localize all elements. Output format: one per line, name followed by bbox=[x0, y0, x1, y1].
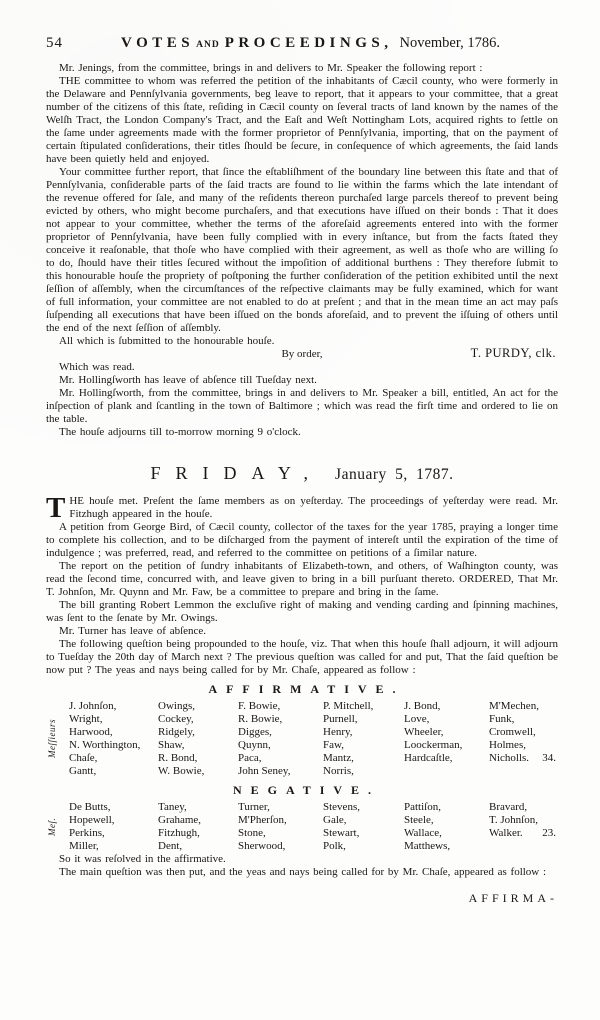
vote-name-cell: J. Bond, bbox=[404, 700, 441, 712]
report-intro-paragraph: Mr. Jenings, from the committee, brings in and delivers to Mr. Speaker the following report : bbox=[59, 62, 483, 74]
by-order-row bbox=[46, 348, 558, 361]
by-order-label: By order, bbox=[281, 348, 323, 360]
vote-name-cell: Faw, bbox=[323, 739, 344, 751]
vote-name-cell: De Butts, bbox=[69, 801, 111, 813]
session-day-heading bbox=[46, 463, 558, 484]
title-votes: VOTES bbox=[121, 35, 195, 51]
vote-name-cell: Cockey, bbox=[158, 713, 194, 725]
vote-name-cell: Gantt, bbox=[69, 765, 97, 777]
vote-name-cell: Perkins, bbox=[69, 827, 105, 839]
vote-name-cell: P. Mitchell, bbox=[323, 700, 374, 712]
affirmative-column-1 bbox=[69, 700, 140, 778]
vote-name-cell: Steele, bbox=[404, 814, 434, 826]
vote-name-cell: Purnell, bbox=[323, 713, 358, 725]
day-date: January 5, 1787. bbox=[335, 466, 454, 483]
house-met-paragraph bbox=[46, 492, 558, 524]
affirmative-column-2 bbox=[158, 700, 204, 778]
day-name: FRIDAY, bbox=[150, 463, 324, 483]
affirmative-count: 34. bbox=[542, 752, 556, 764]
vote-name-cell: Cromwell, bbox=[489, 726, 536, 738]
vote-name-cell: Hopewell, bbox=[69, 814, 115, 826]
clerk-signature: T. PURDY, clk. bbox=[470, 346, 556, 360]
vote-name-cell: Bravard, bbox=[489, 801, 528, 813]
negative-vote-table bbox=[46, 801, 558, 853]
negative-count: 23. bbox=[542, 827, 556, 839]
vote-name-cell: Shaw, bbox=[158, 739, 185, 751]
vote-name-cell: Stevens, bbox=[323, 801, 360, 813]
negative-column-5 bbox=[404, 801, 450, 853]
friday-session bbox=[46, 463, 558, 906]
vote-name-cell: Quynn, bbox=[238, 739, 271, 751]
vote-name-cell: Stewart, bbox=[323, 827, 360, 839]
vote-name-cell: Stone, bbox=[238, 827, 266, 839]
vote-name-cell: W. Bowie, bbox=[158, 765, 205, 777]
hollingsworth-bill-paragraph: Mr. Hollingſworth, from the committee, brings in and delivers to Mr. Speaker a bill, entitled, An act for the inſpection of plank and ſcantling in the town of Baltimore ; which was read the firſt time and ordered to lie on the table. bbox=[46, 387, 558, 425]
page-number: 54 bbox=[46, 35, 63, 51]
negative-column-6 bbox=[489, 801, 538, 840]
vote-name-cell: T. Johnſon, bbox=[489, 814, 538, 826]
vote-name-cell: Gale, bbox=[323, 814, 347, 826]
vote-name-cell: Digges, bbox=[238, 726, 272, 738]
report-submitted-line: All which is ſubmitted to the honourable houſe. bbox=[59, 335, 275, 347]
turner-leave-line: Mr. Turner has leave of abſence. bbox=[59, 625, 207, 637]
vote-name-cell: Nicholls. bbox=[489, 752, 530, 764]
vote-name-cell: M'Mechen, bbox=[489, 700, 539, 712]
title-proceedings: PROCEEDINGS, bbox=[224, 35, 393, 51]
george-bird-petition-paragraph: A petition from George Bird, of Cæcil county, collector of the taxes for the year 1785, praying a longer time to complete his collection, and to be diſcharged from the payment of intereſt until the expiration of the time of indulgence ; was preferred, read, and referred to the committee on petitions of a ſimilar nature. bbox=[46, 521, 558, 559]
vote-name-cell: Harwood, bbox=[69, 726, 113, 738]
vote-name-cell: Loockerman, bbox=[404, 739, 463, 751]
vote-name-cell: Matthews, bbox=[404, 840, 451, 852]
report-paragraph-1: THE committee to whom was referred the petition of the inhabitants of Cæcil county, who were formerly in the Delaware and Pennſylvania governments, beg leave to report, that it appears to your committee, that a great number of the citizens of this ſtate, reſiding in Cæcil county on ſeveral tracts of land known by the names of the Welſh Tract, the London Company's Tract, and the Eaſt and Weſt Nottingham Lots, acquired rights to ſettle on the ſame under agreements made with the former proprietor of Pennſylvania, importing, that on the payment of certain ſtipulated conſiderations, their titles ſhould be ſecure, in conſequence of which agreements, the ſaid lands have been quietly held and enjoyed. bbox=[46, 75, 558, 165]
vote-name-cell: Paca, bbox=[238, 752, 262, 764]
vote-name-cell: Walker. bbox=[489, 827, 523, 839]
vote-name-cell: M'Pherſon, bbox=[238, 814, 287, 826]
vote-name-cell: Ridgely, bbox=[158, 726, 195, 738]
negative-column-3 bbox=[238, 801, 287, 853]
affirmative-vote-table bbox=[46, 700, 558, 778]
vote-name-cell: F. Bowie, bbox=[238, 700, 281, 712]
affirmative-heading: AFFIRMATIVE. bbox=[208, 682, 405, 696]
vote-name-cell: Turner, bbox=[238, 801, 270, 813]
title-date: November, 1786. bbox=[399, 35, 500, 51]
drop-cap: T bbox=[46, 492, 66, 524]
vote-name-cell: Wheeler, bbox=[404, 726, 444, 738]
hollingsworth-leave-line: Mr. Hollingſworth has leave of abſence till Tueſday next. bbox=[59, 374, 317, 386]
affirmative-column-5 bbox=[404, 700, 462, 765]
vote-name-cell: Owings, bbox=[158, 700, 195, 712]
page-title bbox=[63, 34, 558, 52]
vote-name-cell: Miller, bbox=[69, 840, 99, 852]
vote-name-cell: Henry, bbox=[323, 726, 353, 738]
report-paragraph-2: Your committee further report, that ſince the eſtabliſhment of the boundary line between this ſtate and that of Pennſylvania, conſiderable parts of the ſaid tracts are found to lie within the farms which the late intendant of the revenue offered for ſale, and many of the reſidents thereon purchaſed large parcels thereof to prevent being evicted by others, who might become purchaſers, and that executions have iſſued on their bonds : That it does not appear to your committee, whether the terms of the aforeſaid agreements entered into with the former proprietor of Pennſylvania, have been fully complied with in every inſtance, but from the facts ſtated they conceive it reaſonable, that thoſe who have complied with their agreement, as well as thoſe who are willing ſo to do, ſhould have their titles ſecured without the impoſition of additional burthens : They therefore ſubmit to this honourable houſe the propriety of poſtponing the further conſideration of the petition exhibited until the next ſeſſion of aſſembly, when the circumſtances of the reſpective claimants may be fully examined, which for want of full information, your committee are not enabled to do at preſent ; and that in the mean time an act may paſs ſuſpending all executions that have been iſſued on the bonds aforeſaid, and to prevent the iſſuing of others until the end of the next ſeſſion of aſſembly. bbox=[46, 166, 558, 334]
vote-name-cell: Taney, bbox=[158, 801, 187, 813]
affirmative-column-3 bbox=[238, 700, 290, 778]
vote-name-cell: R. Bowie, bbox=[238, 713, 283, 725]
vote-name-cell: Dent, bbox=[158, 840, 183, 852]
vote-name-cell: Wright, bbox=[69, 713, 103, 725]
adjournment-question-paragraph: The following queſtion being propounded to the houſe, viz. That when this houſe ſhall adjourn, it will adjourn to Tueſday the 20th day of March next ? The previous queſtion was called for and put, That the ſaid queſtion be now put ? The yeas and nays being called for by Mr. Chaſe, appeared as follow : bbox=[46, 638, 558, 676]
adjourn-line: The houſe adjourns till to-morrow morning 9 o'clock. bbox=[59, 426, 301, 438]
resolution-line: So it was reſolved in the affirmative. bbox=[59, 853, 226, 865]
vote-name-cell: Funk, bbox=[489, 713, 515, 725]
messieurs-label: Meſſieurs bbox=[47, 719, 57, 759]
affirmative-column-6 bbox=[489, 700, 539, 765]
which-was-read-line: Which was read. bbox=[59, 361, 135, 373]
vote-name-cell: Wallace, bbox=[404, 827, 442, 839]
vote-name-cell: John Seney, bbox=[238, 765, 291, 777]
vote-name-cell: Fitzhugh, bbox=[158, 827, 200, 839]
negative-column-1 bbox=[69, 801, 115, 853]
vote-name-cell: Hardcaſtle, bbox=[404, 752, 453, 764]
vote-name-cell: Grahame, bbox=[158, 814, 202, 826]
vote-name-cell: Polk, bbox=[323, 840, 346, 852]
house-met-text: HE houſe met. Preſent the ſame members as on yeſterday. The proceedings of yeſterday were read. Mr. Fitzhugh appeared in the houſe. bbox=[69, 495, 558, 520]
vote-name-cell: Sherwood, bbox=[238, 840, 286, 852]
vote-name-cell: Mantz, bbox=[323, 752, 354, 764]
elizabeth-town-report-paragraph: The report on the petition of ſundry inhabitants of Elizabeth-town, and others, of Waſhington county, was read the ſecond time, concurred with, and leave given to bring in a bill purſuant thereto. ORDERED, That Mr. T. Johnſon, Mr. Quynn and Mr. Faw, be a committee to prepare and bring in the ſame. bbox=[46, 560, 558, 598]
negative-column-2 bbox=[158, 801, 201, 853]
november-session bbox=[46, 62, 558, 439]
vote-name-cell: Chaſe, bbox=[69, 752, 98, 764]
affirmative-column-4 bbox=[323, 700, 373, 778]
title-and: AND bbox=[196, 40, 220, 50]
lemmon-bill-paragraph: The bill granting Robert Lemmon the excluſive right of making and vending carding and ſpinning machines, was ſent to the ſenate by Mr. Owings. bbox=[46, 599, 558, 624]
negative-column-4 bbox=[323, 801, 360, 853]
vote-name-cell: N. Worthington, bbox=[69, 739, 141, 751]
vote-name-cell: Holmes, bbox=[489, 739, 526, 751]
vote-name-cell: Love, bbox=[404, 713, 430, 725]
vote-name-cell: Norris, bbox=[323, 765, 354, 777]
vote-name-cell: J. Johnſon, bbox=[69, 700, 117, 712]
vote-name-cell: R. Bond, bbox=[158, 752, 198, 764]
main-question-paragraph: The main queſtion was then put, and the yeas and nays being called for by Mr. Chaſe, appeared as follow : bbox=[59, 866, 547, 878]
vote-name-cell: Pattiſon, bbox=[404, 801, 441, 813]
negative-heading: NEGATIVE. bbox=[232, 783, 381, 797]
catchword: AFFIRMA- bbox=[468, 891, 558, 905]
messieurs-label-negative: Meſ. bbox=[47, 817, 57, 837]
page-header bbox=[46, 34, 558, 52]
